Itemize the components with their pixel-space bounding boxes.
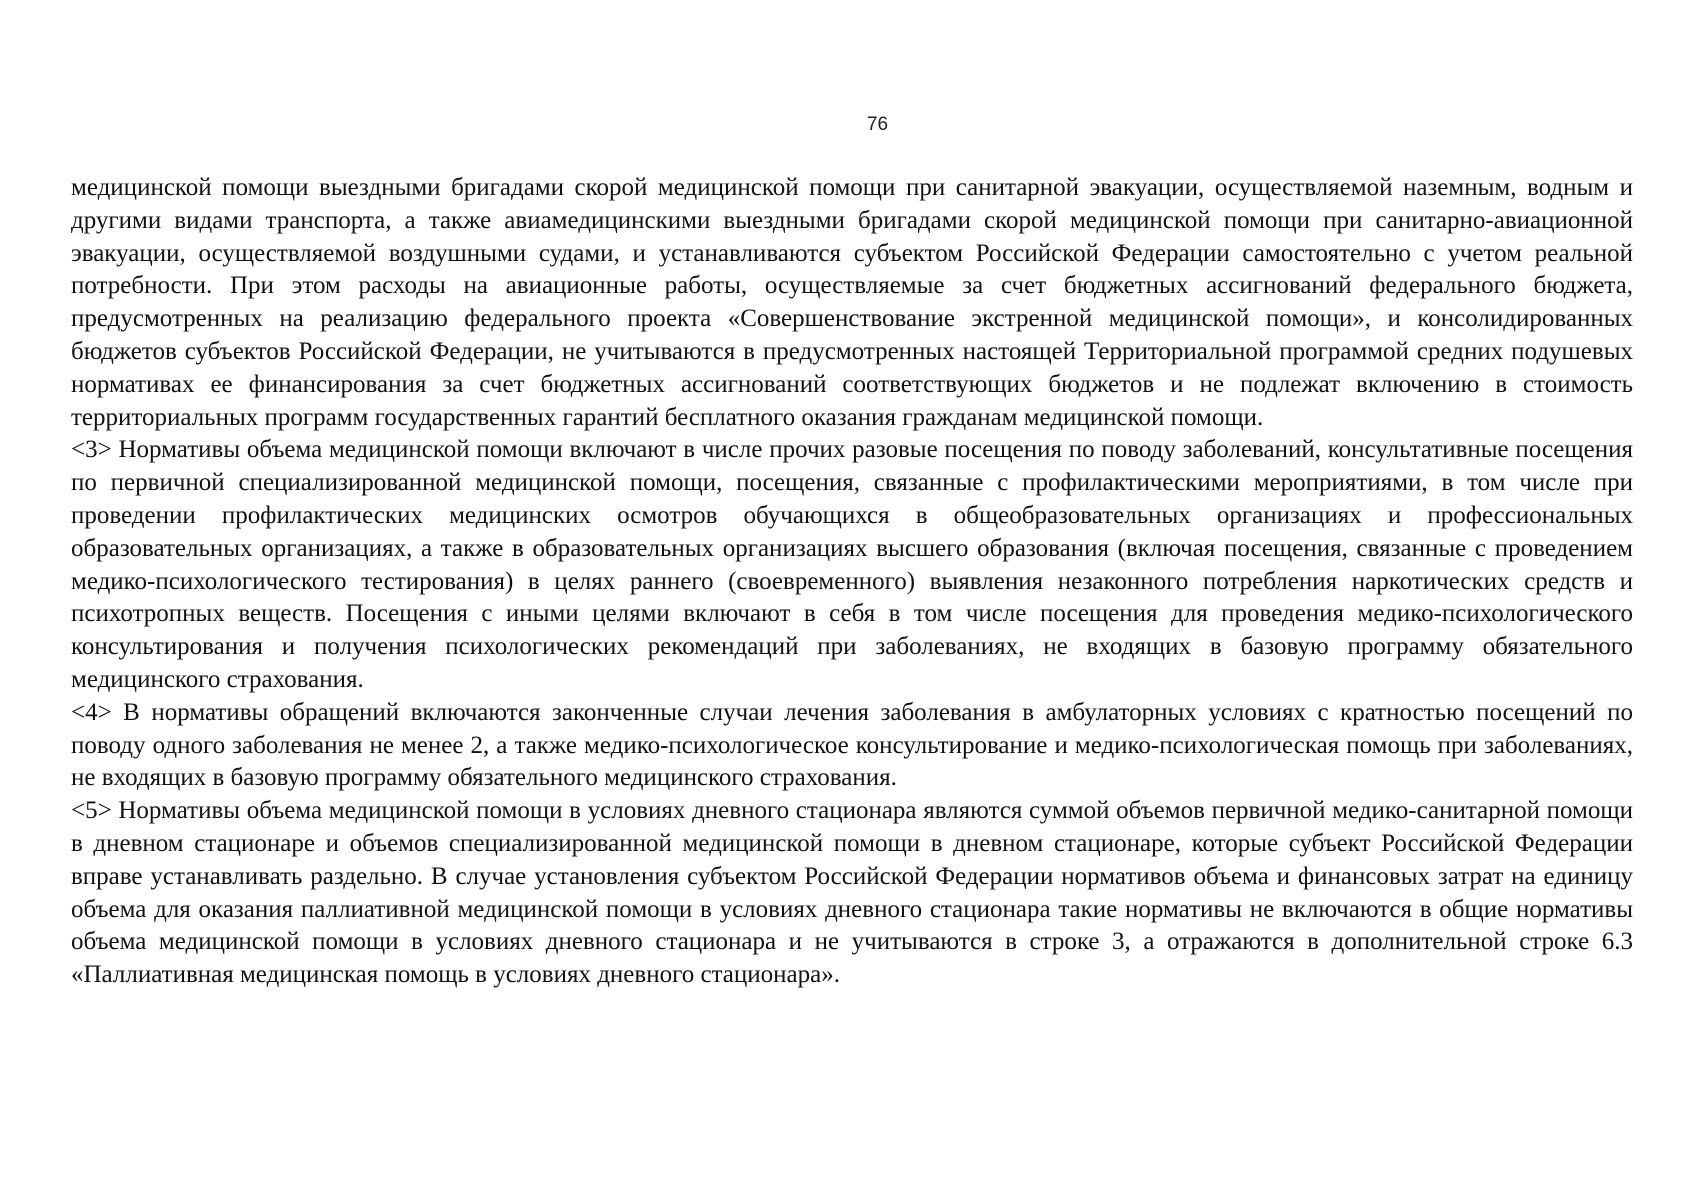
footnote-3: <3> Нормативы объема медицинской помощи включают в числе прочих разовые посещения по поводу заболеваний, консультативные посещения по первичной специализированной медицинской помощи, посещения, связанные с профилактическими мероприятиями, в том числе при проведении профилактических медицинских осмотров обучающихся в общеобразовательных организациях и профессиональных образовательных организациях, а также в образовательных организациях высшего образования (включая посещения, связанные с проведением медико-психологического тестирования) в целях раннего (своевременного) выявления незаконного потребления наркотических средств и психотропных веществ. Посещения с иными целями включают в себя в том числе посещения для проведения медико-психологического консультирования и получения психологических рекомендаций при заболеваниях, не входящих в базовую программу обязательного медицинского страхования. <box>71 436 1633 693</box>
footnote-5: <5> Нормативы объема медицинской помощи в условиях дневного стационара являются суммой объемов первичной медико-санитарной помощи в дневном стационаре и объемов специализированной медицинской помощи в дневном стационаре, которые субъект Российской Федерации вправе устанавливать раздельно. В случае установления субъектом Российской Федерации нормативов объема и финансовых затрат на единицу объема для оказания паллиативной медицинской помощи в условиях дневного стационара такие нормативы не включаются в общие нормативы объема медицинской помощи в условиях дневного стационара и не учитываются в строке 3, а отражаются в дополнительной строке 6.3 «Паллиативная медицинская помощь в условиях дневного стационара». <box>71 797 1633 989</box>
footnote-4: <4> В нормативы обращений включаются законченные случаи лечения заболевания в амбулаторных условиях с кратностью посещений по поводу одного заболевания не менее 2, а также медико-психологическое консультирование и медико-психологическая помощь при заболеваниях, не входящих в базовую программу обязательного медицинского страхования. <box>71 698 1633 792</box>
document-body <box>71 172 1633 992</box>
paragraph-continuation: медицинской помощи выездными бригадами скорой медицинской помощи при санитарной эвакуации, осуществляемой наземным, водным и другими видами транспорта, а также авиамедицинскими выездными бригадами скорой медицинской помощи при санитарно-авиационной эвакуации, осуществляемой воздушными судами, и устанавливаются субъектом Российской Федерации самостоятельно с учетом реальной потребности. При этом расходы на авиационные работы, осуществляемые за счет бюджетных ассигнований федерального бюджета, предусмотренных на реализацию федерального проекта «Совершенствование экстренной медицинской помощи», и консолидированных бюджетов субъектов Российской Федерации, не учитываются в предусмотренных настоящей Территориальной программой средних подушевых нормативах ее финансирования за счет бюджетных ассигнований соответствующих бюджетов и не подлежат включению в стоимость территориальных программ государственных гарантий бесплатного оказания гражданам медицинской помощи. <box>71 174 1633 431</box>
page-number: 76 <box>866 114 889 135</box>
